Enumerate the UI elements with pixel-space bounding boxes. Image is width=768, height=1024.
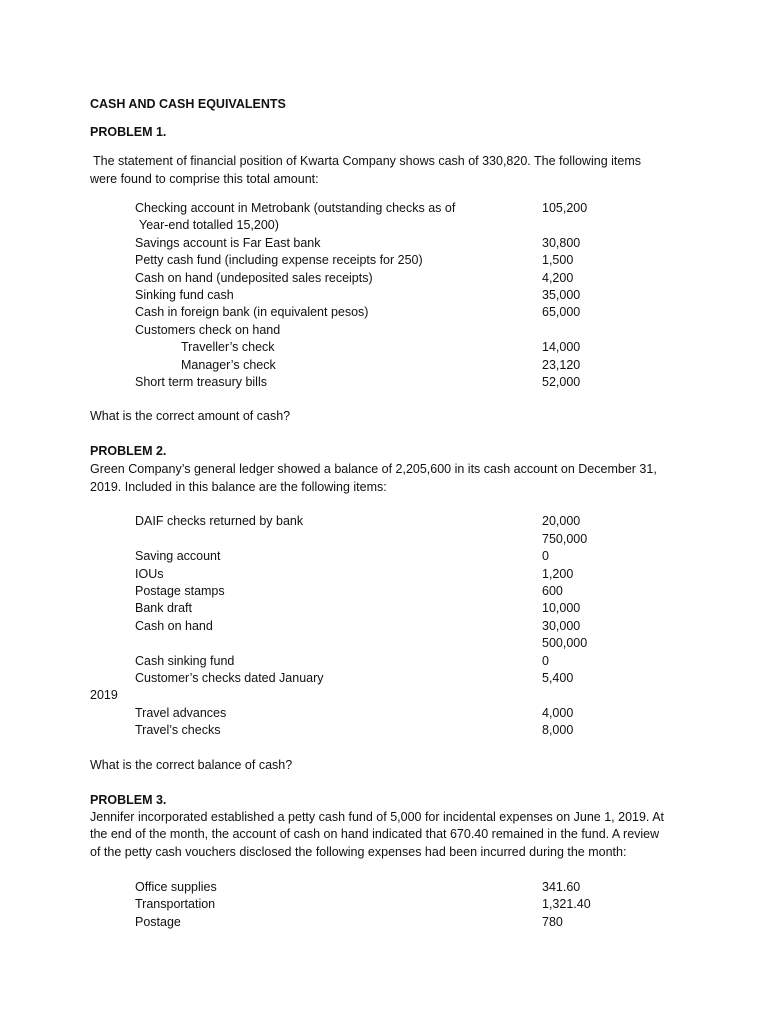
problem-1-title: PROBLEM 1. <box>90 125 167 139</box>
p2-item-label: Bank draft <box>135 601 192 615</box>
p1-item-label: Short term treasury bills <box>135 375 267 389</box>
problem-3-intro-line-1: Jennifer incorporated established a petty cash fund of 5,000 for incidental expenses on June 1, 2019. At <box>90 810 664 824</box>
p2-item-value: 5,400 <box>542 671 574 685</box>
problem-2-intro-line-1: Green Company’s general ledger showed a balance of 2,205,600 in its cash account on December 31, <box>90 462 657 476</box>
p1-item-label: Customers check on hand <box>135 323 281 337</box>
problem-2-question: What is the correct balance of cash? <box>90 758 293 772</box>
p1-item-label: Sinking fund cash <box>135 288 234 302</box>
p3-item-label: Transportation <box>135 897 216 911</box>
p1-item-label: Petty cash fund (including expense receipts for 250) <box>135 253 423 267</box>
problem-3-intro-line-3: of the petty cash vouchers disclosed the following expenses had been incurred during the month: <box>90 845 627 859</box>
p1-item-value: 23,120 <box>542 358 581 372</box>
p1-item-label: Traveller’s check <box>181 340 275 354</box>
p1-item-label: Savings account is Far East bank <box>135 236 321 250</box>
p2-item-label: Customer’s checks dated January <box>135 671 324 685</box>
p2-item-label: Saving account <box>135 549 221 563</box>
p3-item-value: 780 <box>542 915 563 929</box>
p2-item-value: 20,000 <box>542 514 581 528</box>
p2-item-label: Travel advances <box>135 706 227 720</box>
document-heading: CASH AND CASH EQUIVALENTS <box>90 97 286 111</box>
p2-item-label: DAIF checks returned by bank <box>135 514 304 528</box>
p2-item-value: 0 <box>542 549 549 563</box>
p2-item-value: 500,000 <box>542 636 588 650</box>
p2-item-label: Travel’s checks <box>135 723 221 737</box>
p1-item-value: 65,000 <box>542 305 581 319</box>
p1-item-label: Cash on hand (undeposited sales receipts) <box>135 271 373 285</box>
p1-item-value: 35,000 <box>542 288 581 302</box>
p2-item-value: 1,200 <box>542 567 574 581</box>
problem-1-intro-line-1: The statement of financial position of Kwarta Company shows cash of 330,820. The following items <box>93 154 641 168</box>
p2-item-value: 600 <box>542 584 563 598</box>
p3-item-label: Office supplies <box>135 880 217 894</box>
p1-item-label: Manager’s check <box>181 358 276 372</box>
p2-item-label: Cash sinking fund <box>135 654 235 668</box>
p1-item-value: 30,800 <box>542 236 581 250</box>
p2-item-value: 0 <box>542 654 549 668</box>
p2-item-label: IOUs <box>135 567 164 581</box>
p3-item-value: 1,321.40 <box>542 897 591 911</box>
p1-item-value: 105,200 <box>542 201 588 215</box>
p2-item-label: Cash on hand <box>135 619 213 633</box>
p2-item-value: 750,000 <box>542 532 588 546</box>
p2-item-value: 10,000 <box>542 601 581 615</box>
problem-2-intro-line-2: 2019. Included in this balance are the following items: <box>90 480 387 494</box>
p1-item-label: Cash in foreign bank (in equivalent pesos) <box>135 305 369 319</box>
problem-3-title: PROBLEM 3. <box>90 793 167 807</box>
p1-item-label: Year-end totalled 15,200) <box>139 218 279 232</box>
p2-item-value: 8,000 <box>542 723 574 737</box>
problem-2-title: PROBLEM 2. <box>90 444 167 458</box>
problem-1-question: What is the correct amount of cash? <box>90 409 291 423</box>
p3-item-value: 341.60 <box>542 880 581 894</box>
p1-item-value: 4,200 <box>542 271 574 285</box>
p1-item-label: Checking account in Metrobank (outstanding checks as of <box>135 201 456 215</box>
problem-3-intro-line-2: the end of the month, the account of cash on hand indicated that 670.40 remained in the fund. A review <box>90 827 660 841</box>
p2-item-value: 4,000 <box>542 706 574 720</box>
p1-item-value: 52,000 <box>542 375 581 389</box>
p2-item-label: Postage stamps <box>135 584 225 598</box>
p1-item-value: 14,000 <box>542 340 581 354</box>
p1-item-value: 1,500 <box>542 253 574 267</box>
p3-item-label: Postage <box>135 915 181 929</box>
p2-item-label: 2019 <box>90 688 118 702</box>
p2-item-value: 30,000 <box>542 619 581 633</box>
problem-1-intro-line-2: were found to comprise this total amount: <box>90 172 319 186</box>
